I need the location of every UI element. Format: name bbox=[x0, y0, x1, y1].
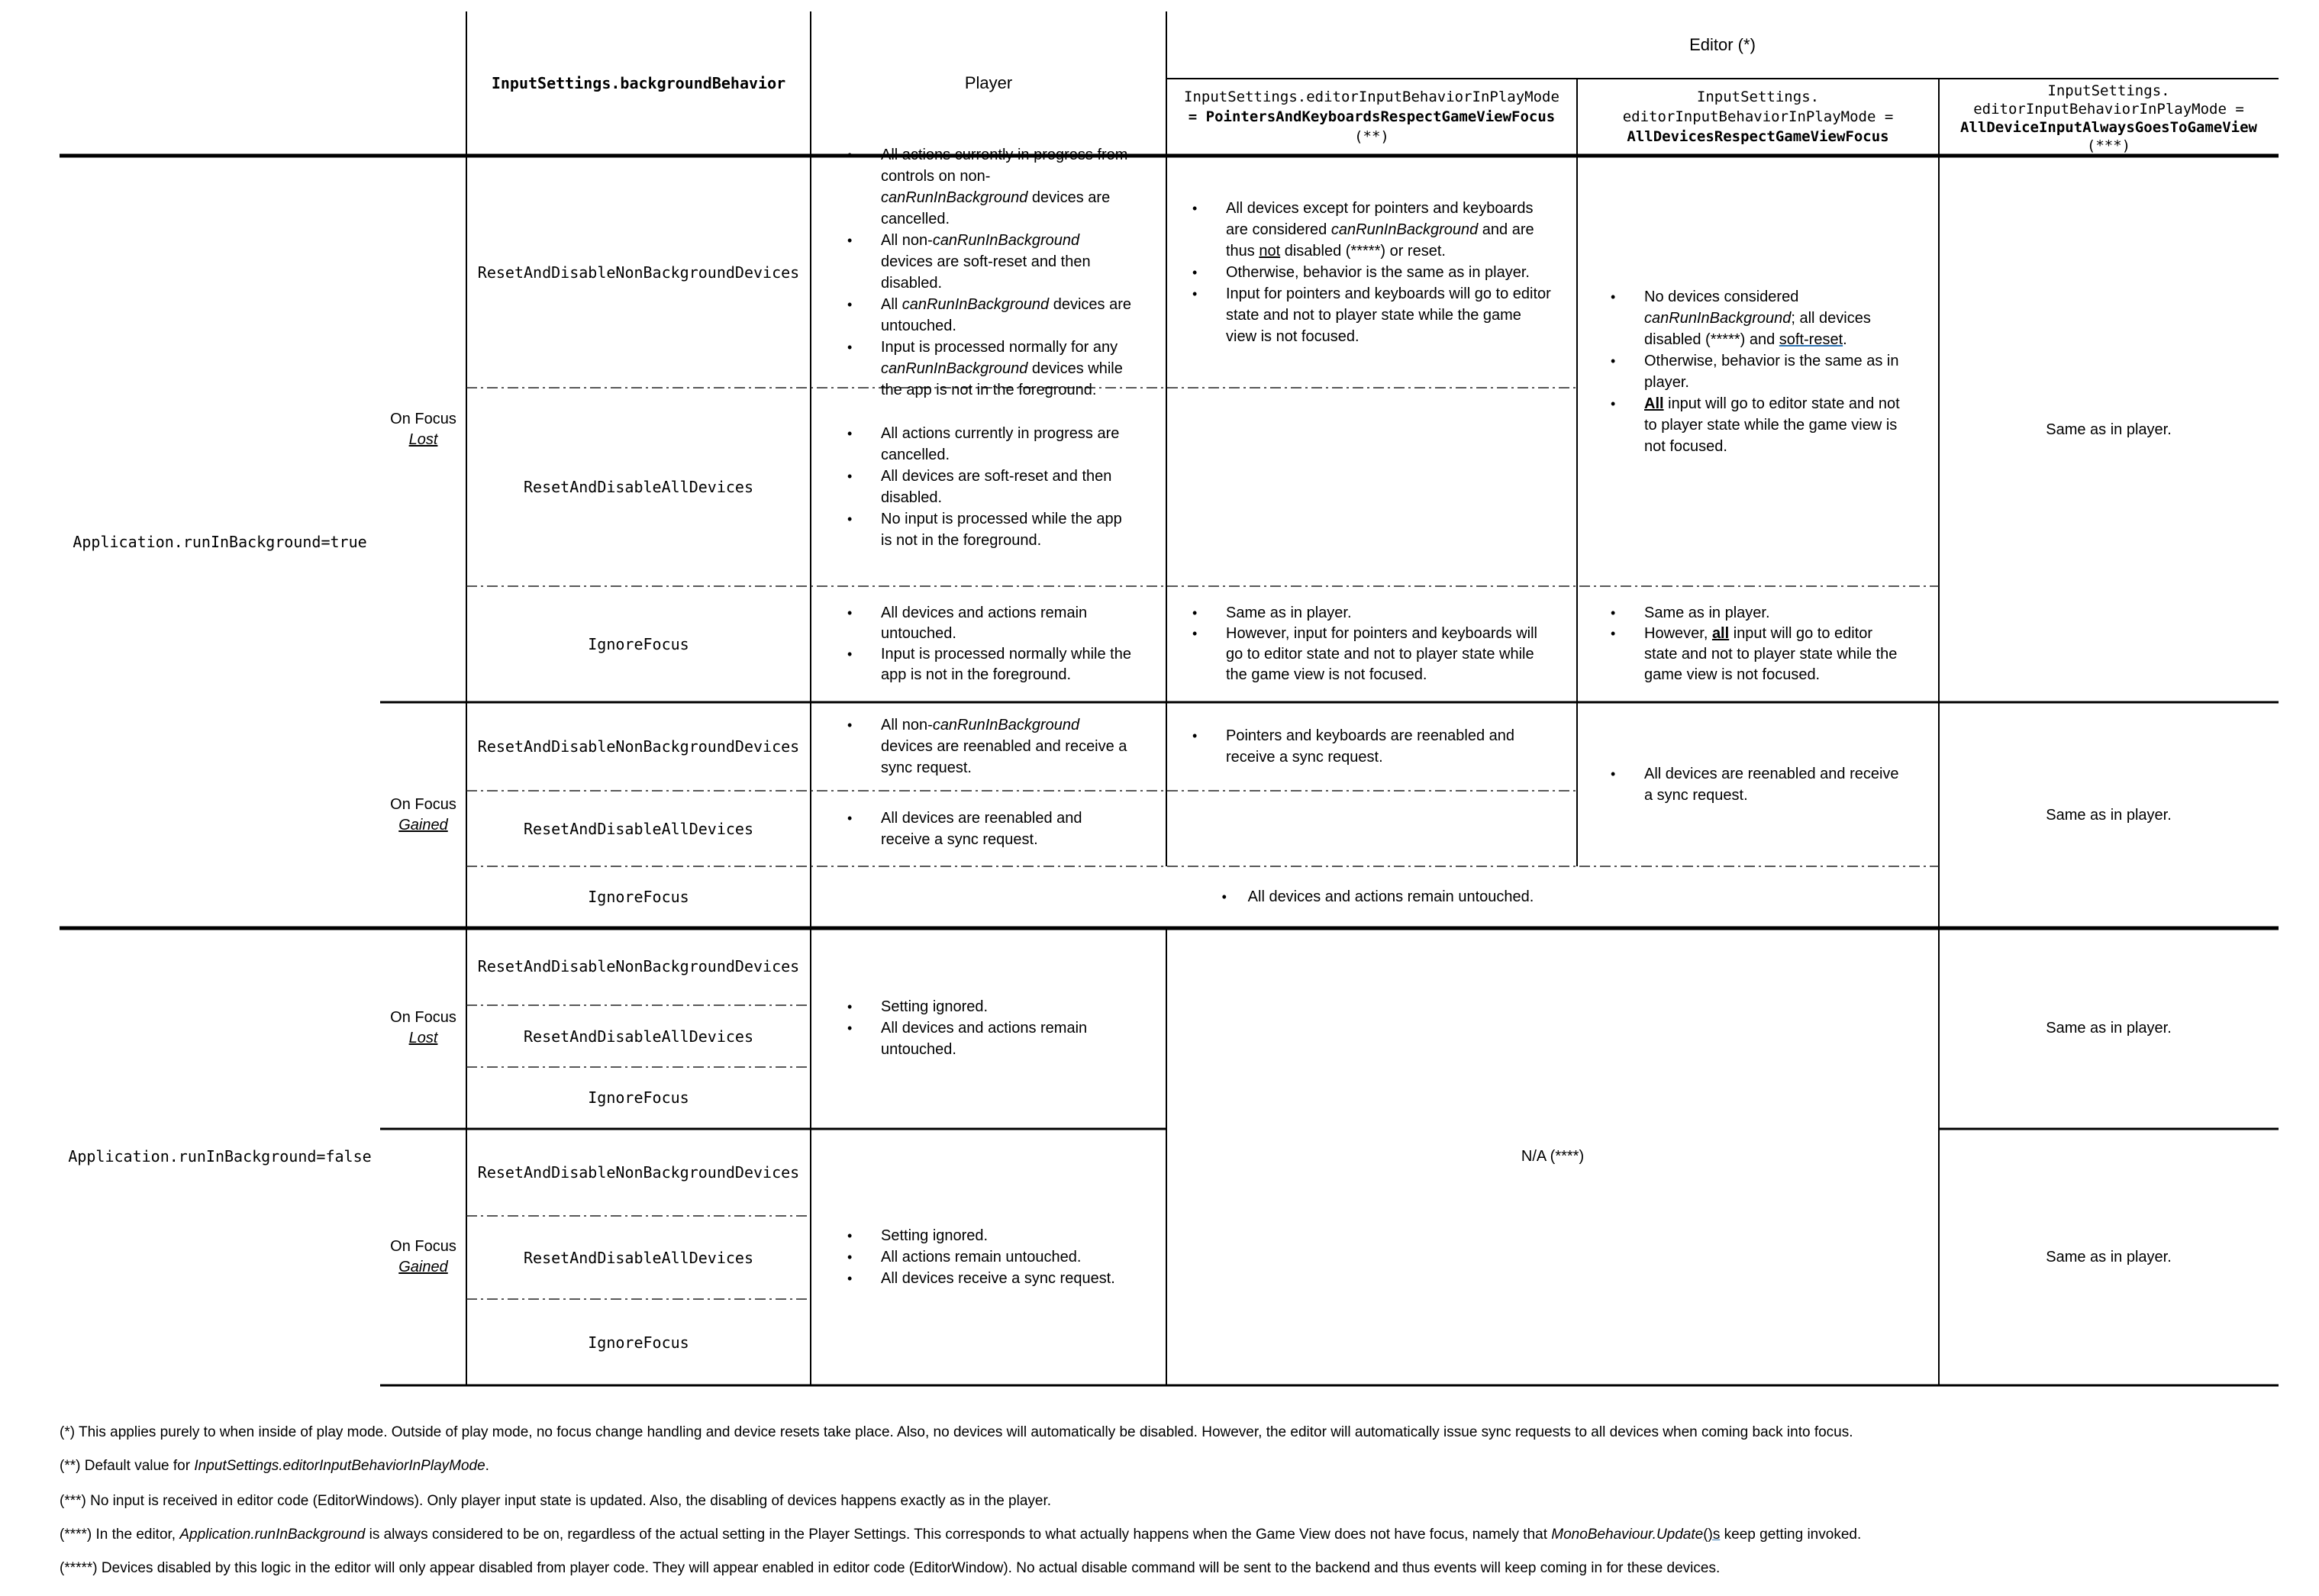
header-editor-always-line4: (***) bbox=[2086, 137, 2131, 154]
bullet-item bbox=[841, 294, 1133, 337]
header-editor-pointers-line2: = PointersAndKeyboardsRespectGameViewFocus bbox=[1188, 108, 1556, 125]
styled-text: all bbox=[1711, 625, 1730, 642]
bullet-glyph: • bbox=[847, 646, 853, 662]
bullet-text: No devices considered canRunInBackground; all devices disabled (*****) and soft-reset. bbox=[1644, 288, 1871, 348]
header-editor-alldevices-mode bbox=[1577, 79, 1939, 155]
focus-lost-line1: On Focus bbox=[390, 410, 456, 427]
bullet-glyph: • bbox=[1192, 285, 1198, 301]
behavior-label: ResetAndDisableAllDevices bbox=[523, 478, 754, 496]
footnote-5: (*****) Devices disabled by this logic in the editor will only appear disabled from player code. They will appear enabled in editor code (EditorWindow). No actual disable command will be sent to the backend and thus events will keep coming in for these devices. bbox=[60, 1560, 1721, 1576]
behavior-true-lost-reset-nonbg bbox=[466, 156, 811, 388]
bullet-item bbox=[1216, 886, 1534, 908]
bullet-item bbox=[1605, 624, 1908, 685]
same-as-player-text: Same as in player. bbox=[2046, 1019, 2172, 1037]
bullet-item bbox=[841, 423, 1133, 466]
behavior-false-lost-reset-all bbox=[466, 1005, 811, 1067]
behavior-label: IgnoreFocus bbox=[588, 888, 689, 906]
header-editor-always-mode bbox=[1939, 79, 2279, 158]
bullet-text: Pointers and keyboards are reenabled and receive a sync request. bbox=[1226, 727, 1515, 766]
bullet-glyph: • bbox=[1611, 395, 1616, 411]
styled-text: ()s bbox=[1703, 1527, 1721, 1543]
bullet-glyph: • bbox=[1192, 264, 1198, 280]
bullet-text: Input for pointers and keyboards will go to editor state and not to player state while the game view is not focused. bbox=[1226, 285, 1551, 345]
run-false-label: Application.runInBackground=false bbox=[68, 1147, 372, 1166]
bullet-glyph: • bbox=[847, 469, 853, 484]
cell-true-lost-ignore-alldevices bbox=[1577, 586, 1939, 702]
bullet-glyph: • bbox=[1221, 889, 1227, 904]
header-editor-alldevices-line3: AllDevicesRespectGameViewFocus bbox=[1627, 128, 1889, 145]
bullet-text: All devices are soft-reset and then disabled. bbox=[881, 468, 1112, 506]
bullet-item bbox=[841, 714, 1133, 779]
header-player bbox=[811, 11, 1166, 155]
bullet-text: All actions currently in progress are cancelled. bbox=[881, 425, 1120, 463]
bullet-glyph: • bbox=[847, 605, 853, 621]
bullet-glyph: • bbox=[1192, 728, 1198, 743]
bullet-glyph: • bbox=[847, 717, 853, 733]
same-as-player-text: Same as in player. bbox=[2046, 806, 2172, 824]
bullet-text: Input is processed normally while the app is not in the foreground. bbox=[881, 646, 1131, 683]
behavior-false-lost-ignore bbox=[466, 1067, 811, 1128]
styled-text: MonoBehaviour.Update bbox=[1551, 1527, 1704, 1543]
header-editor-group-label: Editor (*) bbox=[1689, 35, 1756, 54]
cell-false-editor-na-merged bbox=[1166, 927, 1939, 1385]
bullet-text: Otherwise, behavior is the same as in player. bbox=[1226, 263, 1530, 281]
bullet-text: All devices are reenabled and receive a sync request. bbox=[1644, 765, 1899, 804]
bullet-item bbox=[841, 1017, 1133, 1060]
styled-text: All bbox=[1644, 395, 1664, 412]
cell-false-lost-always bbox=[1939, 927, 2279, 1128]
bullet-text: Setting ignored. bbox=[881, 1227, 989, 1244]
behavior-label: ResetAndDisableAllDevices bbox=[523, 1248, 754, 1267]
same-as-player-text: Same as in player. bbox=[2046, 1248, 2172, 1266]
bullet-text: However, all input will go to editor state and not to player state while the game view is not focused. bbox=[1644, 625, 1898, 683]
bullet-text: Input is processed normally for any canRunInBackground devices while the app is not in the foreground. bbox=[881, 338, 1123, 398]
cell-true-lost-reset-nonbg-player bbox=[811, 146, 1166, 398]
bullet-text: No input is processed while the app is not in the foreground. bbox=[881, 511, 1122, 549]
footnote-2: (**) Default value for InputSettings.editorInputBehaviorInPlayMode. bbox=[60, 1458, 489, 1474]
focus-gained-line1: On Focus bbox=[390, 1237, 456, 1255]
focus-gained-line2: Gained bbox=[398, 1258, 448, 1275]
bullet-text: Same as in player. bbox=[1226, 605, 1352, 621]
styled-text: canRunInBackground bbox=[1644, 309, 1792, 327]
styled-text: canRunInBackground bbox=[932, 717, 1080, 734]
cell-true-lost-alldevices-merged bbox=[1577, 156, 1939, 586]
row-label-true-on-focus-lost bbox=[380, 156, 466, 702]
header-editor-alldevices-line2: editorInputBehaviorInPlayMode = bbox=[1622, 108, 1894, 125]
behavior-false-gained-ignore bbox=[466, 1299, 811, 1385]
footnote-3: (***) No input is received in editor code (EditorWindows). Only player input state is updated. Also, the disabling of devices happens exactly as in the player. bbox=[60, 1493, 1052, 1509]
behavior-label: ResetAndDisableNonBackgroundDevices bbox=[477, 957, 800, 975]
bullet-item bbox=[841, 603, 1133, 644]
behavior-true-gained-reset-all bbox=[466, 791, 811, 866]
header-editor-always-line3: AllDeviceInputAlwaysGoesToGameView bbox=[1960, 119, 2257, 136]
styled-text: not bbox=[1259, 242, 1281, 260]
bullet-glyph: • bbox=[847, 1249, 853, 1265]
bullet-glyph: • bbox=[1611, 626, 1616, 641]
cell-false-gained-always bbox=[1939, 1128, 2279, 1385]
focus-gained-line2: Gained bbox=[398, 816, 448, 833]
styled-text: canRunInBackground bbox=[1330, 221, 1479, 238]
bullet-text: All devices are reenabled and receive a sync request. bbox=[881, 809, 1082, 848]
bullet-glyph: • bbox=[847, 296, 853, 312]
styled-text: canRunInBackground bbox=[881, 360, 1028, 377]
behavior-label: ResetAndDisableAllDevices bbox=[523, 819, 754, 838]
bullet-item bbox=[1186, 198, 1554, 262]
bullet-item bbox=[1186, 262, 1554, 283]
bullet-text: Otherwise, behavior is the same as in player. bbox=[1644, 352, 1899, 391]
behavior-false-gained-reset-nonbg bbox=[466, 1128, 811, 1216]
bullet-glyph: • bbox=[1192, 200, 1198, 216]
focus-lost-line1: On Focus bbox=[390, 1008, 456, 1026]
bullet-glyph: • bbox=[847, 1227, 853, 1243]
cell-false-lost-player-merged bbox=[811, 927, 1166, 1128]
bullet-text: All devices and actions remain untouched. bbox=[881, 1019, 1088, 1058]
bullet-item bbox=[841, 466, 1133, 508]
bullet-item bbox=[1605, 763, 1908, 806]
behavior-true-lost-ignore bbox=[466, 586, 811, 702]
styled-text: canRunInBackground bbox=[881, 189, 1028, 206]
header-editor-pointers-line3: (**) bbox=[1354, 128, 1389, 145]
run-true-label: Application.runInBackground=true bbox=[73, 533, 367, 551]
footnote-4: (****) In the editor, Application.runInBackground is always considered to be on, regardless of the actual setting in the Player Settings. This corresponds to what actually happens when the Game View does not have focus, namely that MonoBehaviour.Update()s keep getting invoked. bbox=[60, 1527, 1862, 1543]
row-label-true-on-focus-gained bbox=[380, 702, 466, 927]
bullet-glyph: • bbox=[847, 147, 853, 163]
bullet-text: All canRunInBackground devices are untouched. bbox=[881, 295, 1131, 334]
row-label-run-in-background-false bbox=[60, 927, 380, 1385]
bullet-glyph: • bbox=[847, 998, 853, 1014]
bullet-glyph: • bbox=[847, 1020, 853, 1036]
behavior-true-gained-reset-nonbg bbox=[466, 702, 811, 791]
styled-text: canRunInBackground bbox=[901, 295, 1050, 313]
cell-true-gained-reset-nonbg-pointers bbox=[1166, 702, 1577, 791]
bullet-text: However, input for pointers and keyboards will go to editor state and not to player state while the game view is not focused. bbox=[1226, 625, 1537, 683]
cell-true-gained-reset-all-player bbox=[811, 791, 1166, 866]
cell-true-lost-reset-nonbg-pointers bbox=[1166, 156, 1577, 388]
bullet-text: All actions remain untouched. bbox=[881, 1248, 1082, 1266]
header-editor-always-line2: editorInputBehaviorInPlayMode = bbox=[1973, 101, 2244, 118]
bullet-item bbox=[1186, 283, 1554, 347]
behavior-label: IgnoreFocus bbox=[588, 635, 689, 653]
bullet-text: All devices except for pointers and keyboards are considered canRunInBackground and are thus not disabled (*****) or reset. bbox=[1226, 199, 1534, 260]
header-player-label: Player bbox=[964, 73, 1013, 92]
bullet-item bbox=[841, 996, 1133, 1017]
styled-text: Application.runInBackground bbox=[179, 1527, 366, 1543]
cell-true-lost-ignore-pointers bbox=[1166, 586, 1577, 702]
bullet-item bbox=[1186, 725, 1554, 768]
bullet-glyph: • bbox=[847, 426, 853, 441]
bullet-item bbox=[841, 1225, 1133, 1246]
bullet-text: All devices and actions remain untouched. bbox=[1247, 888, 1534, 905]
bullet-item bbox=[841, 144, 1133, 230]
cell-true-lost-reset-all-player bbox=[811, 388, 1166, 586]
behavior-label: ResetAndDisableNonBackgroundDevices bbox=[477, 263, 800, 282]
bullet-glyph: • bbox=[1192, 626, 1198, 641]
cell-true-gained-reset-nonbg-player bbox=[811, 702, 1166, 791]
header-editor-pointers-mode bbox=[1166, 79, 1577, 155]
bullet-text: All non-canRunInBackground devices are soft-reset and then disabled. bbox=[881, 231, 1091, 292]
row-label-run-in-background-true bbox=[60, 156, 380, 927]
bullet-item bbox=[841, 230, 1133, 294]
focus-gained-line1: On Focus bbox=[390, 795, 456, 813]
bullet-glyph: • bbox=[847, 1270, 853, 1286]
bullet-glyph: • bbox=[847, 339, 853, 355]
header-editor-pointers-line1: InputSettings.editorInputBehaviorInPlayMode bbox=[1184, 89, 1559, 105]
styled-text: canRunInBackground bbox=[932, 231, 1080, 249]
cell-false-gained-player-merged bbox=[811, 1128, 1166, 1385]
behavior-true-gained-ignore bbox=[466, 866, 811, 927]
bullet-glyph: • bbox=[1611, 766, 1616, 782]
focus-lost-line2: Lost bbox=[408, 1029, 438, 1046]
bullet-text: All devices and actions remain untouched. bbox=[881, 605, 1088, 642]
behavior-label: ResetAndDisableNonBackgroundDevices bbox=[477, 737, 800, 756]
behavior-true-lost-reset-all bbox=[466, 388, 811, 586]
bullet-glyph: • bbox=[847, 232, 853, 248]
row-label-false-on-focus-gained bbox=[380, 1128, 466, 1385]
cell-true-gained-always bbox=[1939, 702, 2279, 927]
bullet-text: All input will go to editor state and not to player state while the game view is not focused. bbox=[1644, 395, 1900, 455]
na-text: N/A (****) bbox=[1521, 1148, 1585, 1165]
bullet-glyph: • bbox=[1611, 605, 1616, 621]
styled-text: soft-reset bbox=[1779, 330, 1843, 348]
bullet-text: Setting ignored. bbox=[881, 998, 989, 1015]
header-background-behavior bbox=[466, 11, 811, 155]
bullet-glyph: • bbox=[1611, 353, 1616, 369]
cell-true-gained-ignore-merged bbox=[811, 866, 1939, 927]
bullet-glyph: • bbox=[1611, 289, 1616, 305]
styled-text: InputSettings.editorInputBehaviorInPlayMode bbox=[194, 1458, 485, 1474]
bullet-item bbox=[1186, 603, 1554, 624]
behavior-label: ResetAndDisableAllDevices bbox=[523, 1027, 754, 1046]
bullet-glyph: • bbox=[1192, 605, 1198, 621]
bullet-text: All non-canRunInBackground devices are reenabled and receive a sync request. bbox=[881, 717, 1127, 776]
bullet-item bbox=[1186, 624, 1554, 685]
bullet-item bbox=[841, 1246, 1133, 1268]
row-label-false-on-focus-lost bbox=[380, 927, 466, 1128]
bullet-item bbox=[841, 644, 1133, 685]
header-editor-group bbox=[1166, 11, 2279, 79]
bullet-text: All actions currently in progress from controls on non-canRunInBackground devices are cancelled. bbox=[881, 146, 1128, 227]
bullet-item bbox=[1605, 393, 1908, 457]
footnote-1: (*) This applies purely to when inside of play mode. Outside of play mode, no focus change handling and device resets take place. Also, no devices will automatically be disabled. However, the editor will automatically issue sync requests to all devices when coming back into focus. bbox=[60, 1424, 1853, 1440]
header-editor-always-line1: InputSettings. bbox=[2047, 82, 2170, 99]
same-as-player-text: Same as in player. bbox=[2046, 421, 2172, 438]
cell-true-lost-always bbox=[1939, 156, 2279, 702]
bullet-item bbox=[1605, 350, 1908, 393]
header-editor-alldevices-line1: InputSettings. bbox=[1696, 89, 1820, 105]
cell-true-lost-ignore-player bbox=[811, 586, 1166, 702]
header-background-behavior-label: InputSettings.backgroundBehavior bbox=[491, 74, 786, 92]
behavior-label: ResetAndDisableNonBackgroundDevices bbox=[477, 1162, 800, 1182]
behavior-label: IgnoreFocus bbox=[588, 1088, 689, 1107]
behavior-label: IgnoreFocus bbox=[588, 1333, 689, 1352]
bullet-item bbox=[841, 808, 1133, 850]
bullet-item bbox=[841, 508, 1133, 551]
bullet-glyph: • bbox=[847, 511, 853, 527]
bullet-glyph: • bbox=[847, 810, 853, 826]
behavior-false-gained-reset-all bbox=[466, 1216, 811, 1299]
bullet-text: Same as in player. bbox=[1644, 605, 1770, 621]
bullet-text: All devices receive a sync request. bbox=[881, 1269, 1115, 1287]
behavior-false-lost-reset-nonbg bbox=[466, 927, 811, 1005]
bullet-item bbox=[1605, 603, 1908, 624]
cell-true-gained-alldevices-merged bbox=[1577, 702, 1939, 866]
bullet-item bbox=[1605, 286, 1908, 350]
bullet-item bbox=[841, 1268, 1133, 1289]
focus-lost-line2: Lost bbox=[408, 430, 438, 448]
